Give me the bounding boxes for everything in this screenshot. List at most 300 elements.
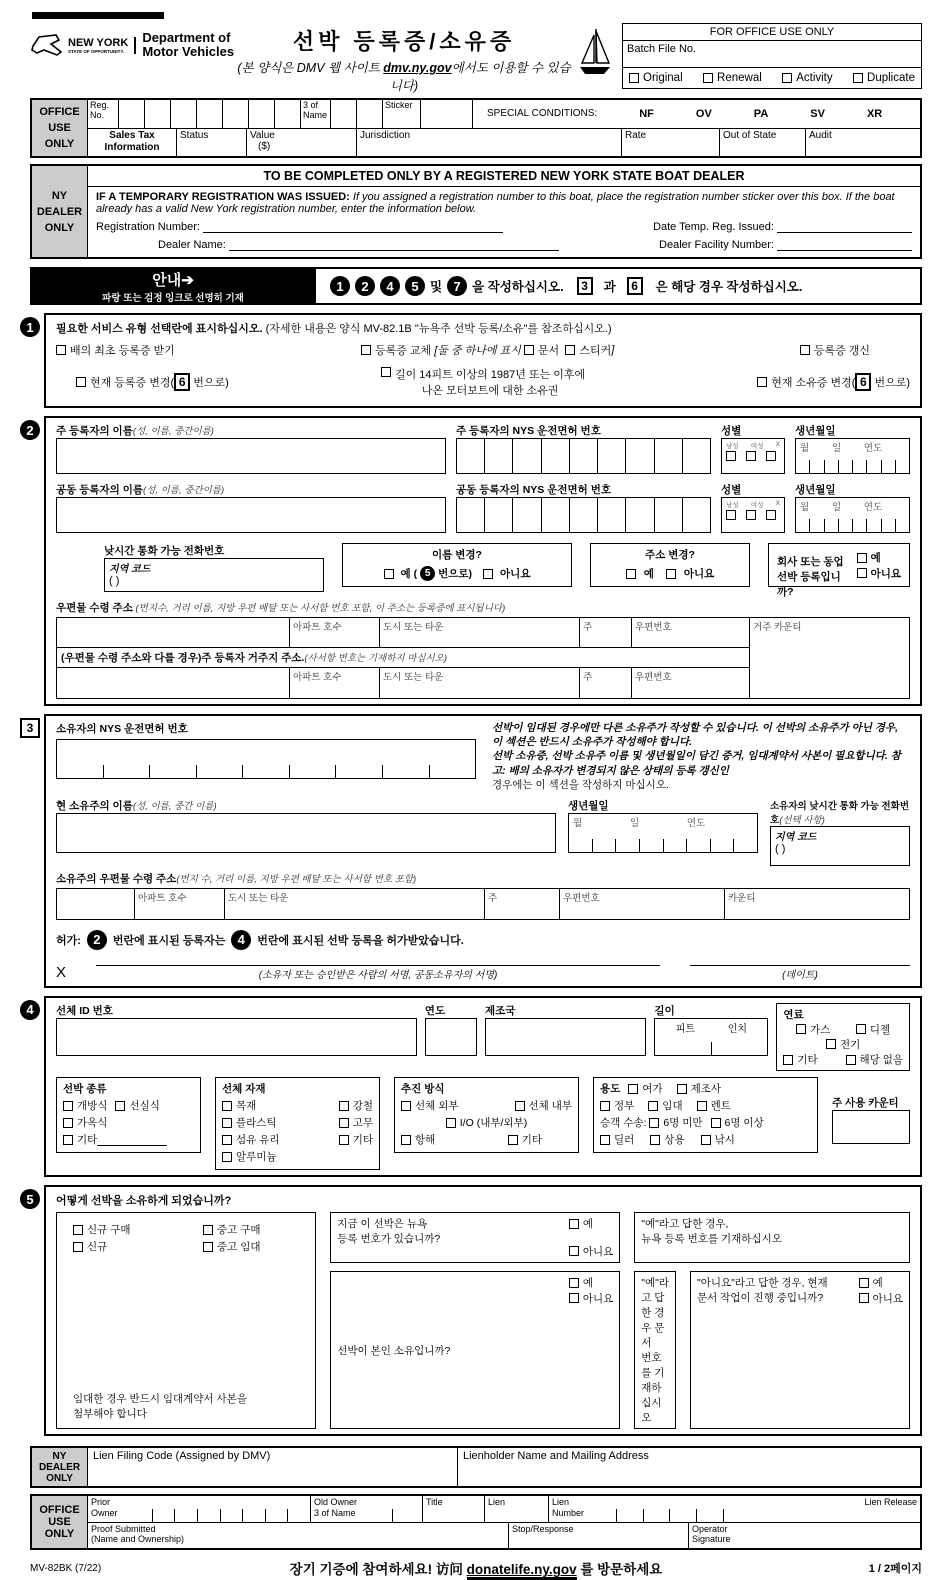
checkbox-renew[interactable]	[800, 345, 810, 355]
fuel-electric[interactable]: 전기	[826, 1037, 860, 1052]
use-recreation[interactable]: 여가	[628, 1081, 662, 1096]
fuel-na[interactable]: 해당 없음	[846, 1052, 904, 1067]
stop-response-field[interactable]: Stop/Response	[508, 1523, 688, 1549]
residence-street-input[interactable]	[57, 668, 289, 698]
name-cells[interactable]	[330, 100, 382, 128]
checkbox-use-commercial[interactable]	[650, 1135, 660, 1145]
audit-field[interactable]: Audit	[805, 129, 920, 157]
instruction-text: 1 2 4 5 및 7 을 작성하십시오. 3 과 6 은 해당 경우 작성하십시오.	[316, 267, 922, 305]
checkbox-type-house[interactable]	[63, 1118, 73, 1128]
operator-signature-field[interactable]: Operator Signature	[688, 1523, 920, 1549]
section-2-badge: 2	[20, 420, 40, 440]
primary-license-cells[interactable]	[456, 438, 711, 474]
nyq-no[interactable]: 아니요	[569, 1244, 613, 1259]
prior-owner-cells[interactable]	[130, 1496, 310, 1522]
checkbox-pendq-no[interactable]	[859, 1293, 869, 1303]
date-temp-field: Date Temp. Reg. Issued:	[653, 221, 912, 233]
section-1-badge: 1	[20, 317, 40, 337]
checkbox-renewal[interactable]	[703, 73, 713, 83]
section-5-badge: 5	[20, 1189, 40, 1209]
hull-id-block: 선체 ID 번호	[56, 1003, 417, 1072]
prop-other[interactable]: 기타	[508, 1132, 542, 1147]
checkbox-fuel-electric[interactable]	[826, 1039, 836, 1049]
acq-new-lease[interactable]: 신규	[73, 1239, 203, 1254]
hull-wood[interactable]: 목재	[222, 1098, 256, 1113]
auth-badge-2: 2	[87, 930, 107, 950]
checkbox-fuel-other[interactable]	[783, 1055, 793, 1065]
company-no[interactable]: 아니요	[857, 566, 901, 581]
checkbox-amend-registration[interactable]	[76, 377, 86, 387]
old-owner-label: Old Owner 3 of Name	[310, 1496, 362, 1522]
instruction-title: 안내➔	[152, 271, 194, 289]
owner-street-input[interactable]	[57, 889, 134, 919]
hull-steel[interactable]: 강철	[339, 1098, 373, 1113]
date-caption: (데이트)	[782, 969, 818, 981]
question-row-2	[330, 1271, 910, 1429]
section-1-row1	[56, 342, 910, 358]
for-office-use-box	[622, 23, 922, 89]
form-number: MV-82BK (7/22)	[30, 1562, 102, 1574]
office-bottom-label: OFFICE USE ONLY	[32, 1496, 88, 1548]
type-open[interactable]: 개방식	[63, 1098, 107, 1113]
section-1	[26, 313, 922, 408]
sales-tax-label: Sales Tax Information	[104, 129, 160, 153]
checkbox-hull-rubber[interactable]	[339, 1118, 349, 1128]
lienholder-field[interactable]: Lienholder Name and Mailing Address	[463, 1450, 649, 1463]
title-14ft-option[interactable]: 길이 14피트 이상의 1987년 또는 이후에 나온 모터보트에 대한 소유권	[381, 366, 585, 398]
year-block: 연도	[425, 1003, 477, 1072]
footer	[30, 1558, 922, 1578]
office-box-checks	[623, 68, 921, 88]
owner-address-row	[57, 889, 909, 919]
dealer-main	[88, 166, 920, 257]
date-block	[690, 965, 910, 981]
rate-field[interactable]: Rate	[621, 129, 719, 157]
section-2	[26, 416, 922, 706]
registration-number-field: Registration Number:	[96, 221, 503, 233]
checkbox-use-rent[interactable]	[697, 1101, 707, 1111]
question-row-1	[330, 1212, 910, 1263]
subtitle-post: 에서도 이용할 수 있습니다)	[389, 61, 571, 93]
checkbox-type-other[interactable]	[63, 1135, 73, 1145]
use-commercial[interactable]: 상용	[650, 1132, 684, 1147]
office-bottom-row2	[88, 1523, 920, 1549]
prop-outboard[interactable]: 선체 외부	[401, 1098, 459, 1113]
owner-address-table	[56, 888, 910, 920]
checkbox-female[interactable]	[746, 451, 756, 461]
checkbox-male[interactable]	[726, 451, 736, 461]
donate-life-message: 장기 기증에 참여하세요! 访问 donatelife.ny.gov 를 방문하세요	[190, 1558, 762, 1578]
reg-no-cells[interactable]	[118, 100, 300, 128]
ownq-yes[interactable]: 예	[569, 1275, 593, 1290]
lease-note: 임대한 경우 반드시 임대계약서 사본을 첨부해야 합니다	[73, 1393, 247, 1421]
residence-address-label: (우편물 수령 주소와 다를 경우)주 등록자 거주지 주소.(사서항 번호는 기재하지 마십시오)	[57, 648, 749, 668]
prop-inboard[interactable]: 선체 내부	[515, 1098, 573, 1113]
checkbox-title-14ft[interactable]	[381, 367, 391, 377]
daytime-phone-input[interactable]: 지역 코드 ( )	[104, 558, 324, 592]
boat-type-box: 선박 종류 개방식 선실식 가옥식 기타	[56, 1077, 201, 1153]
residence-city[interactable]: 도시 또는 타운	[379, 668, 579, 698]
prop-io[interactable]: I/O (내부/외부)	[446, 1115, 527, 1130]
instruction-subtitle: 파랑 또는 검정 잉크로 선명히 기재	[102, 292, 244, 304]
phone-changes-row	[56, 543, 910, 598]
owner-mailing-label: 소유주의 우편물 수령 주소(번지 수, 거리 이름, 지방 우편 배달 또는 사서함 번호 포함)	[56, 872, 417, 885]
vessel-detail-row	[56, 1077, 910, 1170]
auth-badge-4: 4	[231, 930, 251, 950]
hull-aluminum[interactable]: 알루미늄	[222, 1149, 277, 1164]
owner-dob-block: 생년월일 월 일 연도	[568, 798, 758, 866]
proof-submitted-field[interactable]: Proof Submitted (Name and Ownership)	[91, 1523, 185, 1545]
doc-number-answer-box[interactable]: "예"라고 답한 경우 문서 번호를 기재하십시오	[634, 1271, 676, 1429]
use-government[interactable]: 정부	[600, 1098, 634, 1113]
fuel-other[interactable]: 기타	[783, 1052, 817, 1067]
nys-dmv-logo	[30, 31, 234, 60]
hull-material-box: 선체 자재 목재 강철 플라스틱 고무 섬유 유리 기타 알루미늄	[215, 1077, 380, 1170]
checkbox-activity[interactable]	[782, 73, 792, 83]
mailing-zip[interactable]: 우편번호	[631, 618, 749, 647]
ownq-no[interactable]: 아니요	[569, 1291, 613, 1306]
value-field[interactable]: Value ($)	[246, 129, 356, 157]
ny-number-answer-box[interactable]: "예"라고 답한 경우, 뉴욕 등록 번호를 기재하십시오	[634, 1212, 910, 1263]
original-option[interactable]: Original	[629, 72, 683, 84]
section-4-badge: 4	[20, 1000, 40, 1020]
type-cabin[interactable]: 선실식	[115, 1098, 159, 1113]
lien-release-label: Lien Release	[864, 1497, 917, 1508]
logo-tagline: STATE OF OPPORTUNITY.	[68, 48, 125, 54]
checkbox-prop-outboard[interactable]	[401, 1101, 411, 1111]
signature-row	[56, 964, 910, 981]
owner-state[interactable]: 주	[484, 889, 559, 919]
checkbox-fuel-gas[interactable]	[796, 1024, 806, 1034]
batch-file-no-field[interactable]: Batch File No.	[623, 41, 921, 68]
checkbox-new-lease[interactable]	[73, 1242, 83, 1252]
logo-newyork: NEW YORK	[68, 36, 129, 49]
office-use-main	[88, 100, 920, 156]
checkbox-co-x[interactable]	[766, 510, 776, 520]
co-license-cells[interactable]	[456, 497, 711, 533]
subtitle-pre: (본 양식은 DMV 웹 사이트	[237, 61, 384, 75]
county-use-block: 주 사용 카운티	[832, 1095, 910, 1144]
checkbox-prop-inboard[interactable]	[515, 1101, 525, 1111]
boxed-6-title: 6	[855, 373, 871, 391]
instruction-black-box	[30, 267, 316, 305]
office-use-label: OFFICE USE ONLY	[32, 100, 88, 156]
county-use-input[interactable]	[832, 1110, 910, 1144]
checkbox-hull-wood[interactable]	[222, 1101, 232, 1111]
checkbox-name-change-yes[interactable]	[384, 569, 394, 579]
dealer-facility-input[interactable]	[777, 239, 912, 251]
title-field[interactable]: Title	[422, 1496, 484, 1522]
dealer-bold-text: IF A TEMPORARY REGISTRATION WAS ISSUED:	[96, 191, 350, 203]
checkbox-x[interactable]	[766, 451, 776, 461]
mailing-state[interactable]: 주	[579, 618, 631, 647]
amend-title-option[interactable]: 현재 소유증 변경( 6 번으로)	[757, 366, 910, 398]
use-fishing[interactable]: 낚시	[701, 1132, 735, 1147]
pass-under6[interactable]: 6명 미만	[649, 1115, 702, 1130]
address-change-box: 주소 변경? 예 아니요	[590, 543, 750, 587]
section-5-body	[56, 1212, 910, 1429]
country-input[interactable]	[485, 1018, 646, 1056]
dealer-italic-text: If you assigned a registration number to this boat, place the registration number sticker over this box. If the boat already has a valid New York registration number, enter the information below.	[96, 191, 895, 215]
checkbox-amend-title[interactable]	[757, 377, 767, 387]
checkbox-pass-over6[interactable]	[711, 1118, 721, 1128]
owner-info-row	[56, 798, 910, 866]
checkbox-pendq-yes[interactable]	[859, 1278, 869, 1288]
mailing-street-input[interactable]	[57, 618, 289, 647]
replace-option[interactable]: 등록증 교체 [둘 중 하나에 표시 문서 스티커 ]	[361, 342, 614, 358]
code-xr[interactable]: XR	[866, 107, 883, 120]
hull-other[interactable]: 기타	[339, 1132, 373, 1147]
use-rent[interactable]: 렌트	[697, 1098, 731, 1113]
primary-registrant-row	[56, 423, 910, 474]
checkbox-co-female[interactable]	[746, 510, 756, 520]
checkbox-addr-change-yes[interactable]	[626, 569, 636, 579]
hull-fiberglass[interactable]: 섬유 유리	[222, 1132, 280, 1147]
checkbox-type-cabin[interactable]	[115, 1101, 125, 1111]
status-field[interactable]: Status	[176, 129, 246, 157]
badge-5: 5	[405, 276, 425, 296]
renew-option[interactable]: 등록증 갱신	[800, 342, 870, 358]
lien-label: Lien	[484, 1496, 524, 1522]
badge-4: 4	[380, 276, 400, 296]
length-block: 길이 피트 인치	[654, 1003, 768, 1072]
authorization-line: 허가: 2 번란에 표시된 등록자는 4 번란에 표시된 선박 등록을 허가받았습니다.	[56, 930, 910, 950]
office-box-title: FOR OFFICE USE ONLY	[623, 24, 921, 41]
name-change-box: 이름 변경? 예 ( 5 번으로) 아니요	[342, 543, 572, 587]
prior-owner-label: Prior Owner	[91, 1497, 118, 1518]
dealer-name-input[interactable]	[229, 239, 559, 251]
office-bottom-main	[88, 1496, 920, 1548]
renewal-option[interactable]: Renewal	[703, 72, 762, 84]
co-name-input[interactable]	[56, 497, 446, 533]
page-subtitle	[234, 58, 574, 94]
checkbox-type-open[interactable]	[63, 1101, 73, 1111]
co-dob-block: 생년월일 월 일 연도	[795, 482, 910, 533]
dealer-bottom-label: NY DEALER ONLY	[32, 1448, 88, 1486]
type-other[interactable]: 기타	[63, 1132, 97, 1147]
country-block: 제조국	[485, 1003, 646, 1072]
co-dob-input[interactable]: 월 일 연도	[795, 497, 910, 533]
acq-used-purchase[interactable]: 중고 구매	[203, 1222, 261, 1237]
first-registration-option[interactable]: 배의 최초 등록증 받기	[56, 342, 361, 358]
dmv-link[interactable]: dmv.ny.gov	[383, 61, 452, 75]
checkbox-hull-other[interactable]	[339, 1135, 349, 1145]
badge-5-inline: 5	[420, 566, 435, 581]
checkbox-use-fishing[interactable]	[701, 1135, 711, 1145]
lien-cells[interactable]	[524, 1496, 548, 1522]
lien-filing-code-field[interactable]: Lien Filing Code (Assigned by DMV)	[88, 1448, 458, 1486]
co-name-block: 공동 등록자의 이름(성, 이름, 중간이름)	[56, 482, 446, 533]
owner-apt[interactable]: 아파트 호수	[134, 889, 224, 919]
pass-over6[interactable]: 6명 이상	[711, 1115, 764, 1130]
ny-state-logo	[30, 32, 64, 58]
mailing-address-label: 우편물 수령 주소 (번지수, 거리 이름, 지방 우편 배달 또는 사서함 번호 포함, 이 주소는 등록증에 표시됩니다)	[56, 602, 506, 614]
dept-line2: Motor Vehicles	[142, 44, 235, 60]
section-3-badge: 3	[20, 718, 40, 738]
checkbox-first-registration[interactable]	[56, 345, 66, 355]
checkbox-hull-steel[interactable]	[339, 1101, 349, 1111]
owner-county[interactable]: 카운티	[724, 889, 909, 919]
owner-dob-input[interactable]: 월 일 연도	[568, 813, 758, 853]
doc-pending-box: "아니요"라고 답한 경우, 현재 문서 작업이 진행 중입니까? 예 아니요	[690, 1271, 910, 1429]
dept-name	[142, 31, 234, 60]
checkbox-used-lease[interactable]	[203, 1242, 213, 1252]
residence-address-row	[57, 668, 749, 698]
prop-sail[interactable]: 항해	[401, 1132, 435, 1147]
sales-tax-row	[88, 129, 920, 157]
old-owner-cells[interactable]	[362, 1496, 422, 1522]
checkbox-use-lease[interactable]	[648, 1101, 658, 1111]
checkbox-ownq-no[interactable]	[569, 1293, 579, 1303]
co-license-block: 공동 등록자의 NYS 운전면허 번호	[456, 482, 711, 533]
checkbox-fuel-na[interactable]	[846, 1055, 856, 1065]
owner-name-block: 현 소유주의 이름(성, 이름, 중간 이름)	[56, 798, 556, 866]
office-use-top-table	[30, 98, 922, 158]
lien-number-label: Lien Number	[548, 1496, 590, 1522]
jurisdiction-field[interactable]: Jurisdiction	[356, 129, 621, 157]
date-temp-input[interactable]	[777, 221, 912, 233]
primary-name-block: 주 등록자의 이름(성, 이름, 중간이름)	[56, 423, 446, 474]
checkbox-nyq-yes[interactable]	[569, 1219, 579, 1229]
hull-plastic[interactable]: 플라스틱	[222, 1115, 277, 1130]
use-lease[interactable]: 임대	[648, 1098, 682, 1113]
office-use-bottom-table	[30, 1494, 922, 1550]
checkbox-hull-plastic[interactable]	[222, 1118, 232, 1128]
daytime-phone-block: 낮시간 통화 가능 전화번호 지역 코드 ( )	[104, 543, 324, 592]
checkbox-original[interactable]	[629, 73, 639, 83]
dealer-lien-section	[30, 1446, 922, 1488]
primary-name-input[interactable]	[56, 438, 446, 474]
page-number: 1 / 2페이지	[868, 1563, 922, 1576]
duplicate-option[interactable]: Duplicate	[853, 72, 915, 84]
company-box: 회사 또는 동업 선박 등록입니까? 예 아니요	[768, 543, 910, 587]
address-table	[56, 617, 910, 699]
3of-name-label: 3 of Name	[300, 100, 330, 128]
checkbox-use-manufacturer[interactable]	[677, 1084, 687, 1094]
checkbox-hull-fiberglass[interactable]	[222, 1135, 232, 1145]
pendq-yes[interactable]: 예	[859, 1275, 883, 1290]
checkbox-nyq-no[interactable]	[569, 1246, 579, 1256]
use-dealer[interactable]: 딜러	[600, 1132, 634, 1147]
owner-zip[interactable]: 우편번호	[559, 889, 724, 919]
ny-dealer-section	[30, 164, 922, 259]
sticker-cell[interactable]	[420, 100, 472, 128]
special-conditions: SPECIAL CONDITIONS: NF OV PA SV XR	[472, 100, 920, 128]
title-block	[234, 25, 574, 94]
amend-registration-option[interactable]: 현재 등록증 변경( 6 번으로)	[76, 366, 381, 398]
owner-name-input[interactable]	[56, 813, 556, 853]
checkbox-ownq-yes[interactable]	[569, 1278, 579, 1288]
checkbox-name-change-no[interactable]	[483, 569, 493, 579]
hull-id-input[interactable]	[56, 1018, 417, 1056]
acq-used-lease[interactable]: 중고 임대	[203, 1239, 261, 1254]
header	[30, 23, 922, 94]
use-box: 용도 여가 제조사 정부 임대 렌트 승객 수송: 6명 미만 6명 이상 딜러 상용 낚시	[593, 1077, 818, 1153]
co-registrant-row	[56, 482, 910, 533]
length-input[interactable]: 피트 인치	[654, 1018, 768, 1056]
fuel-box: 연료 가스 디젤 전기 기타 해당 없음	[776, 1003, 910, 1072]
checkbox-co-male[interactable]	[726, 510, 736, 520]
primary-dob-input[interactable]: 월 일 연도	[795, 438, 910, 474]
owner-license-input[interactable]	[56, 739, 476, 779]
dealer-header: TO BE COMPLETED ONLY BY A REGISTERED NEW YORK STATE BOAT DEALER	[88, 166, 920, 187]
checkbox-document[interactable]	[524, 345, 534, 355]
mailing-apt[interactable]: 아파트 호수	[289, 618, 379, 647]
owner-license-row	[56, 721, 910, 792]
residence-county[interactable]: 거주 카운티	[749, 618, 909, 698]
checkbox-fuel-diesel[interactable]	[856, 1024, 866, 1034]
section-3	[26, 714, 922, 988]
residence-apt[interactable]: 아파트 호수	[289, 668, 379, 698]
pendq-no[interactable]: 아니요	[859, 1291, 903, 1306]
checkbox-prop-sail[interactable]	[401, 1135, 411, 1145]
fuel-gas[interactable]: 가스	[796, 1022, 830, 1037]
section-4	[26, 996, 922, 1178]
primary-license-block: 주 등록자의 NYS 운전면허 번호	[456, 423, 711, 474]
checkbox-use-recreation[interactable]	[628, 1084, 638, 1094]
checkbox-use-dealer[interactable]	[600, 1135, 610, 1145]
use-manufacturer[interactable]: 제조사	[677, 1081, 721, 1096]
ny-dealer-label: NY DEALER ONLY	[32, 166, 88, 257]
checkbox-company-yes[interactable]	[857, 553, 867, 563]
checkbox-prop-other[interactable]	[508, 1135, 518, 1145]
owner-phone-input[interactable]: 지역 코드 ( )	[770, 826, 910, 866]
reg-no-label: Reg. No.	[90, 100, 110, 120]
badge-2: 2	[355, 276, 375, 296]
residence-state[interactable]: 주	[579, 668, 631, 698]
fuel-diesel[interactable]: 디젤	[856, 1022, 890, 1037]
residence-zip[interactable]: 우편번호	[631, 668, 749, 698]
code-nf[interactable]: NF	[639, 107, 654, 120]
lien-number-cells[interactable]	[590, 1496, 750, 1522]
mailing-city[interactable]: 도시 또는 타운	[379, 618, 579, 647]
company-yes[interactable]: 예	[857, 550, 881, 565]
code-sv[interactable]: SV	[810, 107, 825, 120]
signature-caption: (소유자 또는 승인받은 사람의 서명, 공동소유자의 서명)	[258, 969, 498, 981]
section-3-note: 선박이 임대된 경우에만 다른 소유주가 작성할 수 있습니다. 이 선박의 소유주가 아닌 경우, 이 섹션은 반드시 소유주가 작성해야 합니다. 선박 소유증, 선박 소유주 이름 및 생년월일이 담긴 증거, 임대계약서 사본이 필요합니다. 참고: 배의 소유자가 변경되지 않은 상태의 등록 갱신인 경우에는 이 섹션을 작성하지 마십시오.	[492, 722, 901, 791]
owner-city[interactable]: 도시 또는 타운	[224, 889, 484, 919]
top-black-bar	[32, 12, 164, 19]
boxed-3: 3	[577, 277, 593, 295]
checkbox-prop-io[interactable]	[446, 1118, 456, 1128]
checkbox-duplicate[interactable]	[853, 73, 863, 83]
section-1-title: 필요한 서비스 유형 선택란에 표시하십시오. (자세한 내용은 양식 MV-82.1B "뉴욕주 선박 등록/소유"를 참조하십시오.)	[56, 323, 612, 335]
code-ov[interactable]: OV	[695, 107, 712, 120]
type-house[interactable]: 가옥식	[63, 1115, 107, 1130]
donatelife-link[interactable]: donatelife.ny.gov	[467, 1562, 577, 1580]
year-input[interactable]	[425, 1018, 477, 1056]
checkbox-use-government[interactable]	[600, 1101, 610, 1111]
sticker-label: Sticker	[382, 100, 420, 128]
badge-1: 1	[330, 276, 350, 296]
checkbox-sticker[interactable]	[565, 345, 575, 355]
checkbox-replace[interactable]	[361, 345, 371, 355]
registration-number-input[interactable]	[203, 221, 503, 233]
activity-option[interactable]: Activity	[782, 72, 832, 84]
acq-new-purchase[interactable]: 신규 구매	[73, 1222, 203, 1237]
dept-line1: Department of	[142, 30, 231, 45]
checkbox-addr-change-no[interactable]	[666, 569, 676, 579]
out-of-state-field[interactable]: Out of State	[719, 129, 805, 157]
type-other-input[interactable]	[97, 1134, 167, 1146]
code-pa[interactable]: PA	[753, 107, 769, 120]
checkbox-hull-aluminum[interactable]	[222, 1152, 232, 1162]
checkbox-pass-under6[interactable]	[649, 1118, 659, 1128]
nyq-yes[interactable]: 예	[569, 1216, 593, 1231]
hull-rubber[interactable]: 고무	[339, 1115, 373, 1130]
primary-dob-block: 생년월일 월 일 연도	[795, 423, 910, 474]
checkbox-company-no[interactable]	[857, 568, 867, 578]
